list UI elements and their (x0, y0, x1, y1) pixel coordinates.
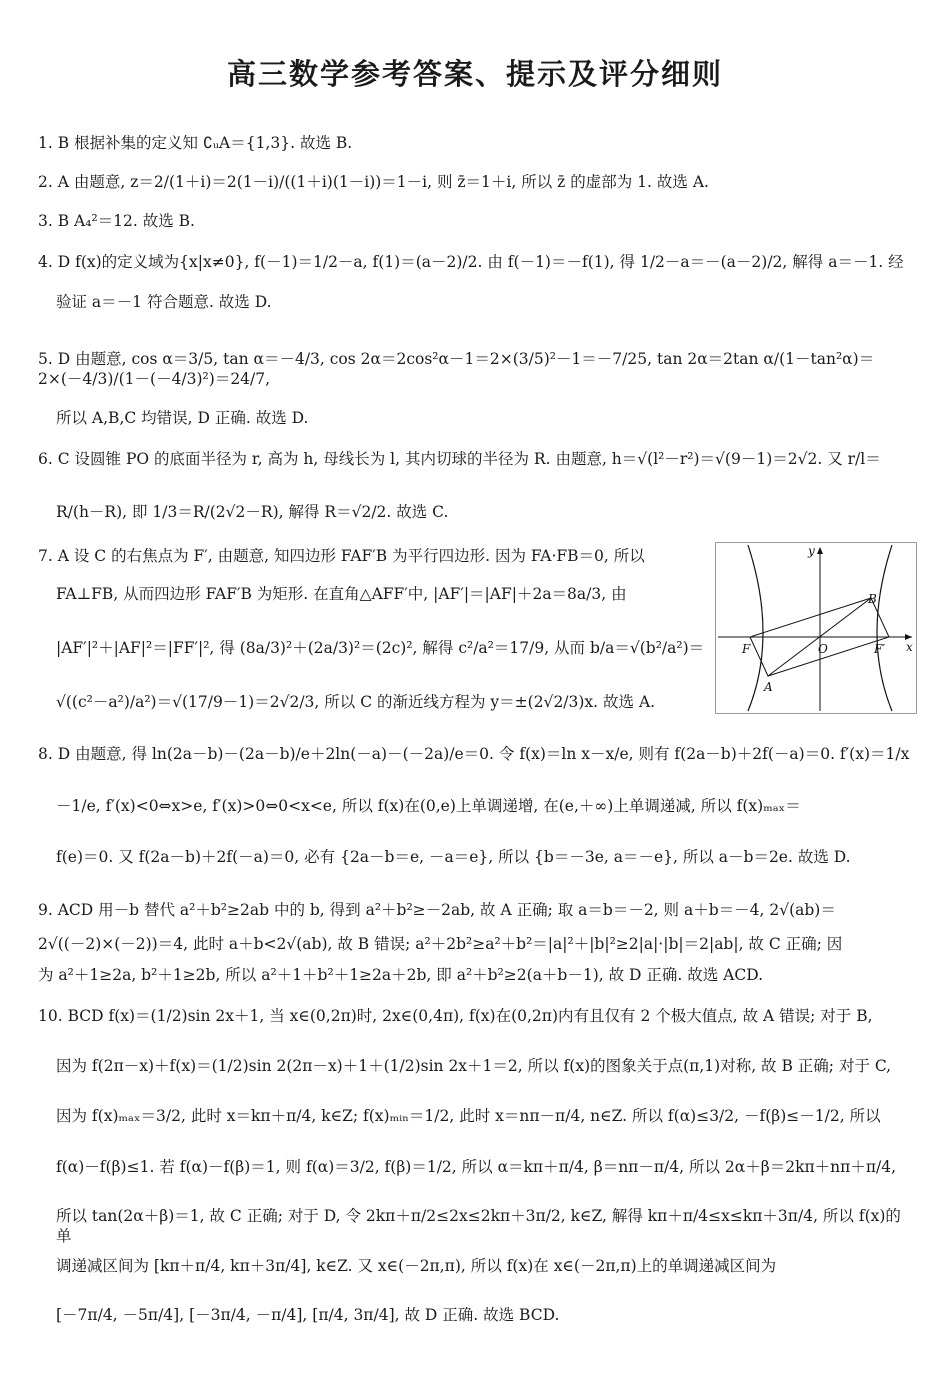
answer-10-cont-1: 因为 f(2π－x)＋f(x)＝(1/2)sin 2(2π－x)＋1＋(1/2)sin 2x＋1＝2, 所以 f(x)的图象关于点(π,1)对称, 故 B 正确; 对于 C, (56, 1057, 892, 1075)
answer-9-cont-2: 为 a²＋1≥2a, b²＋1≥2b, 所以 a²＋1＋b²＋1≥2a＋2b, 即 a²＋b²≥2(a＋b－1), 故 D 正确. 故选 ACD. (38, 966, 764, 984)
answer-2: 2. A 由题意, z＝2/(1＋i)＝2(1－i)/((1＋i)(1－i))＝1－i, 则 z̄＝1＋i, 所以 z̄ 的虚部为 1. 故选 A. (38, 173, 709, 191)
answer-7-cont-2: |AF′|²＋|AF|²＝|FF′|², 得 (8a/3)²＋(2a/3)²＝(2c)², 解得 c²/a²＝17/9, 从而 b/a＝√(b²/a²)＝ (56, 639, 705, 657)
answer-10-cont-3: f(α)－f(β)≤1. 若 f(α)－f(β)＝1, 则 f(α)＝3/2, f(β)＝1/2, 所以 α＝kπ＋π/4, β＝nπ－π/4, 所以 2α＋β＝2kπ＋nπ＋π/4, (56, 1158, 897, 1176)
answer-4: 4. D f(x)的定义域为{x|x≠0}, f(－1)＝1/2－a, f(1)＝(a－2)/2. 由 f(－1)＝－f(1), 得 1/2－a＝－(a－2)/2, 解得 a＝－1. 经 (38, 253, 904, 271)
answer-10: 10. BCD f(x)＝(1/2)sin 2x＋1, 当 x∈(0,2π)时, 2x∈(0,4π), f(x)在(0,2π)内有且仅有 2 个极大值点, 故 A 错误; 对于 B, (38, 1007, 873, 1025)
answer-10-cont-4: 所以 tan(2α＋β)＝1, 故 C 正确; 对于 D, 令 2kπ＋π/2≤2x≤2kπ＋3π/2, k∈Z, 解得 kπ＋π/4≤x≤kπ＋3π/4, 所以 f(x)的单 (56, 1207, 901, 1245)
answer-9: 9. ACD 用－b 替代 a²＋b²≥2ab 中的 b, 得到 a²＋b²≥－2ab, 故 A 正确; 取 a＝b＝－2, 则 a＋b＝－4, 2√(ab)＝ (38, 901, 836, 919)
answer-7-cont-1: FA⊥FB, 从而四边形 FAF′B 为矩形. 在直角△AFF′中, |AF′|＝|AF|＋2a＝8a/3, 由 (56, 585, 627, 603)
answer-6-cont: R/(h－R), 即 1/3＝R/(2√2－R), 解得 R＝√2/2. 故选 C. (56, 503, 449, 521)
answer-7-cont-3: √((c²－a²)/a²)＝√(17/9－1)＝2√2/3, 所以 C 的渐近线方程为 y＝±(2√2/3)x. 故选 A. (56, 693, 656, 711)
y-axis-arrow (817, 547, 823, 554)
label-B: B (868, 592, 877, 606)
answer-9-cont-1: 2√((－2)×(－2))＝4, 此时 a＋b<2√(ab), 故 B 错误; a²＋2b²≥a²＋b²＝|a|²＋|b|²≥2|a|·|b|＝2|ab|, 故 C 正确; 因 (38, 935, 843, 953)
left-branch (748, 545, 763, 711)
answer-3: 3. B A₄²＝12. 故选 B. (38, 212, 195, 230)
answer-7: 7. A 设 C 的右焦点为 F′, 由题意, 知四边形 FAF′B 为平行四边形. 因为 FA·FB＝0, 所以 (38, 547, 645, 565)
label-F-prime: F′ (874, 642, 886, 656)
page-title: 高三数学参考答案、提示及评分细则 (226, 57, 723, 91)
label-O: O (818, 642, 828, 656)
label-F: F (742, 642, 751, 656)
answer-10-cont-2: 因为 f(x)ₘₐₓ＝3/2, 此时 x＝kπ＋π/4, k∈Z; f(x)ₘᵢₙ＝1/2, 此时 x＝nπ－π/4, n∈Z. 所以 f(α)≤3/2, －f(β)≤－1/2, 所以 (56, 1107, 881, 1125)
label-x: x (906, 640, 913, 654)
answer-8-cont-1: －1/e, f′(x)<0⇔x>e, f′(x)>0⇔0<x<e, 所以 f(x)在(0,e)上单调递增, 在(e,＋∞)上单调递减, 所以 f(x)ₘₐₓ＝ (56, 797, 801, 815)
answer-4-cont: 验证 a＝－1 符合题意. 故选 D. (56, 293, 272, 311)
answer-1: 1. B 根据补集的定义知 ∁ᵤA＝{1,3}. 故选 B. (38, 134, 353, 152)
label-A: A (764, 680, 773, 694)
hyperbola-figure (715, 542, 917, 714)
answer-10-cont-5: 调递减区间为 [kπ＋π/4, kπ＋3π/4], k∈Z. 又 x∈(－2π,π), 所以 f(x)在 x∈(－2π,π)上的单调递减区间为 (56, 1257, 777, 1275)
hyperbola-diagram (716, 543, 916, 713)
answer-5: 5. D 由题意, cos α＝3/5, tan α＝－4/3, cos 2α＝2cos²α－1＝2×(3/5)²－1＝－7/25, tan 2α＝2tan α/(1－tan²α)＝2×(－4/3)/(1－(－4/3)²)＝24/7, (38, 350, 875, 388)
answer-8: 8. D 由题意, 得 ln(2a－b)－(2a－b)/e＋2ln(－a)－(－2a)/e＝0. 令 f(x)＝ln x－x/e, 则有 f(2a－b)＋2f(－a)＝0. f′(x)＝1/x (38, 745, 910, 763)
answer-8-cont-2: f(e)＝0. 又 f(2a－b)＋2f(－a)＝0, 必有 {2a－b＝e, －a＝e}, 所以 {b＝－3e, a＝－e}, 所以 a－b＝2e. 故选 D. (56, 848, 851, 866)
label-y: y (808, 544, 815, 558)
answer-6: 6. C 设圆锥 PO 的底面半径为 r, 高为 h, 母线长为 l, 其内切球的半径为 R. 由题意, h＝√(l²－r²)＝√(9－1)＝2√2. 又 r/l＝ (38, 450, 881, 468)
answer-5-cont: 所以 A,B,C 均错误, D 正确. 故选 D. (56, 409, 309, 427)
answer-10-cont-6: [－7π/4, －5π/4], [－3π/4, －π/4], [π/4, 3π/4], 故 D 正确. 故选 BCD. (56, 1306, 560, 1324)
